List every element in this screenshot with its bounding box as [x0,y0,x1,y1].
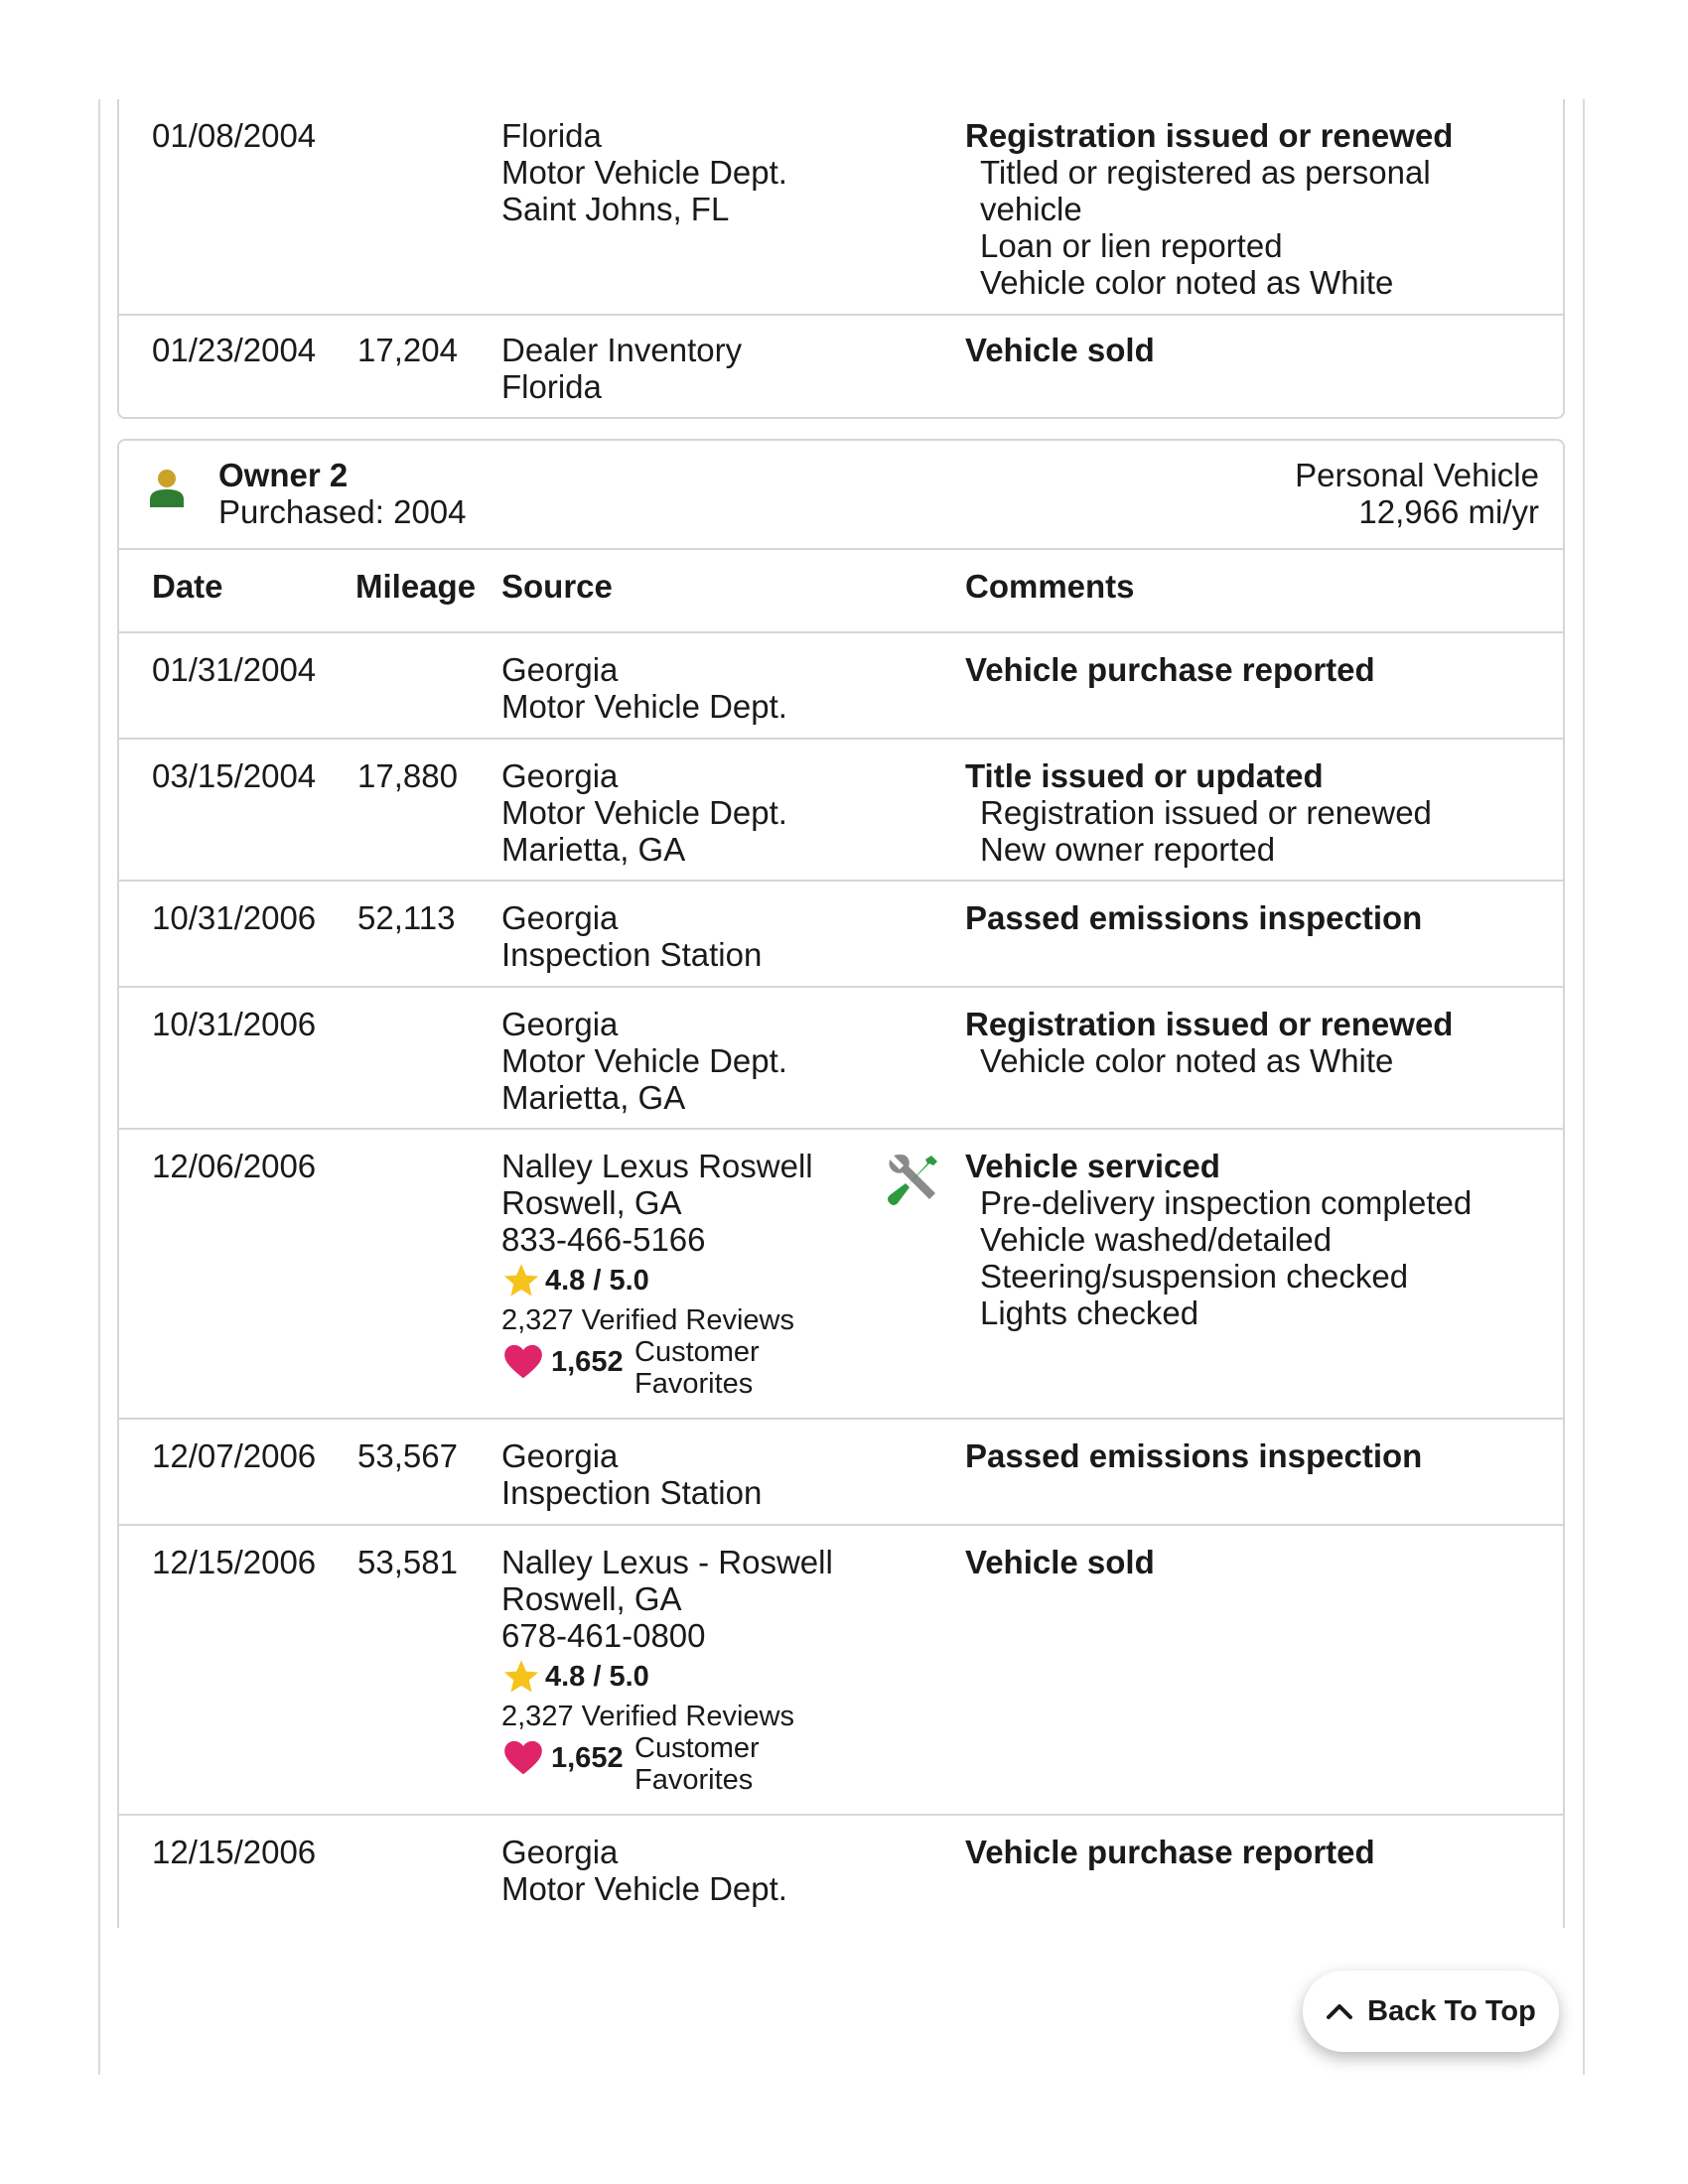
row-comments: Vehicle serviced Pre-delivery inspection completed Vehicle washed/detailed Steering/suspension checked Lights checked [965,1148,1473,1331]
row-comments: Registration issued or renewed Vehicle color noted as White [965,1006,1454,1079]
dealer-rating [501,1262,649,1299]
owner-header [119,441,1563,550]
row-comments: Vehicle sold [965,1544,1155,1580]
table-row [119,99,1563,316]
row-source: Nalley Lexus Roswell Roswell, GA 833-466-5166 4.8 / 5.0 2,327 Verified Reviews 1,652 Customer Favorites [501,1148,813,1400]
owner-history-card [117,439,1565,1928]
table-row [119,988,1563,1130]
table-row [119,633,1563,740]
wrench-screwdriver-icon [884,1152,941,1209]
chevron-up-icon [1326,2001,1353,2021]
table-row [119,1816,1563,1930]
heart-icon [503,1344,543,1380]
row-source: Georgia Inspection Station [501,1437,763,1511]
header-comments: Comments [965,568,1135,605]
verified-reviews[interactable]: 2,327 Verified Reviews [501,1304,794,1336]
row-source: Georgia Inspection Station [501,899,763,973]
owner-title: Owner 2 [218,457,349,493]
header-source: Source [501,568,613,605]
star-icon [501,1262,541,1299]
favorites-label: Customer Favorites [634,1336,760,1400]
row-source: Georgia Motor Vehicle Dept. [501,1834,787,1907]
row-date: 12/15/2006 [152,1544,317,1580]
table-row [119,740,1563,882]
table-row [119,1420,1563,1526]
table-header [119,550,1563,633]
row-mileage: 53,567 [357,1437,458,1474]
row-date: 01/23/2004 [152,332,317,368]
row-mileage: 53,581 [357,1544,458,1580]
page-border-right [1583,99,1585,2075]
star-icon [501,1658,541,1696]
owner-purchased: Purchased: 2004 [218,493,467,530]
miles-per-year: 12,966 mi/yr [1358,493,1539,530]
vehicle-type: Personal Vehicle [1295,457,1539,493]
row-source: Georgia Motor Vehicle Dept. Marietta, GA [501,1006,787,1116]
rating-value: 4.8 / 5.0 [545,1265,649,1297]
row-date: 12/15/2006 [152,1834,317,1870]
row-comments: Passed emissions inspection [965,1437,1423,1474]
row-source: Georgia Motor Vehicle Dept. Marietta, GA [501,757,787,868]
row-mileage: 17,880 [357,757,458,794]
row-date: 03/15/2004 [152,757,317,794]
row-source: Georgia Motor Vehicle Dept. [501,651,787,725]
table-row [119,882,1563,988]
favorites-label: Customer Favorites [634,1732,760,1796]
header-mileage: Mileage [355,568,477,605]
owner-usage [1295,457,1539,530]
row-date: 10/31/2006 [152,1006,317,1042]
row-date: 12/06/2006 [152,1148,317,1184]
row-date: 10/31/2006 [152,899,317,936]
person-icon [149,468,185,507]
back-to-top-button[interactable] [1303,1971,1559,2052]
favorites-count: 1,652 [551,1346,624,1378]
row-source: Florida Motor Vehicle Dept. Saint Johns, FL [501,117,787,227]
header-date: Date [152,568,223,605]
heart-icon [503,1740,543,1776]
row-date: 12/07/2006 [152,1437,317,1474]
row-comments: Vehicle purchase reported [965,1834,1375,1870]
verified-reviews[interactable]: 2,327 Verified Reviews [501,1701,794,1732]
table-row [119,316,1563,419]
row-comments: Registration issued or renewed Titled or registered as personal vehicle Loan or lien reported Vehicle color noted as White [965,117,1454,301]
row-source: Dealer Inventory Florida [501,332,743,405]
favorites-count: 1,652 [551,1742,624,1774]
table-row [119,1130,1563,1420]
row-source: Nalley Lexus - Roswell Roswell, GA 678-461-0800 4.8 / 5.0 2,327 Verified Reviews 1,652 Customer Favorites [501,1544,833,1796]
row-comments: Vehicle sold [965,332,1155,368]
row-date: 01/08/2004 [152,117,317,154]
table-row [119,1526,1563,1816]
row-date: 01/31/2004 [152,651,317,688]
dealer-rating [501,1658,649,1696]
row-comments: Passed emissions inspection [965,899,1423,936]
row-mileage: 52,113 [357,899,456,936]
row-comments: Title issued or updated Registration issued or renewed New owner reported [965,757,1432,868]
rating-value: 4.8 / 5.0 [545,1661,649,1693]
back-to-top-label: Back To Top [1367,1994,1536,2027]
previous-owner-history-card [117,99,1565,419]
row-comments: Vehicle purchase reported [965,651,1375,688]
owner-info [218,457,467,530]
page-border-left [98,99,100,2075]
row-mileage: 17,204 [357,332,458,368]
